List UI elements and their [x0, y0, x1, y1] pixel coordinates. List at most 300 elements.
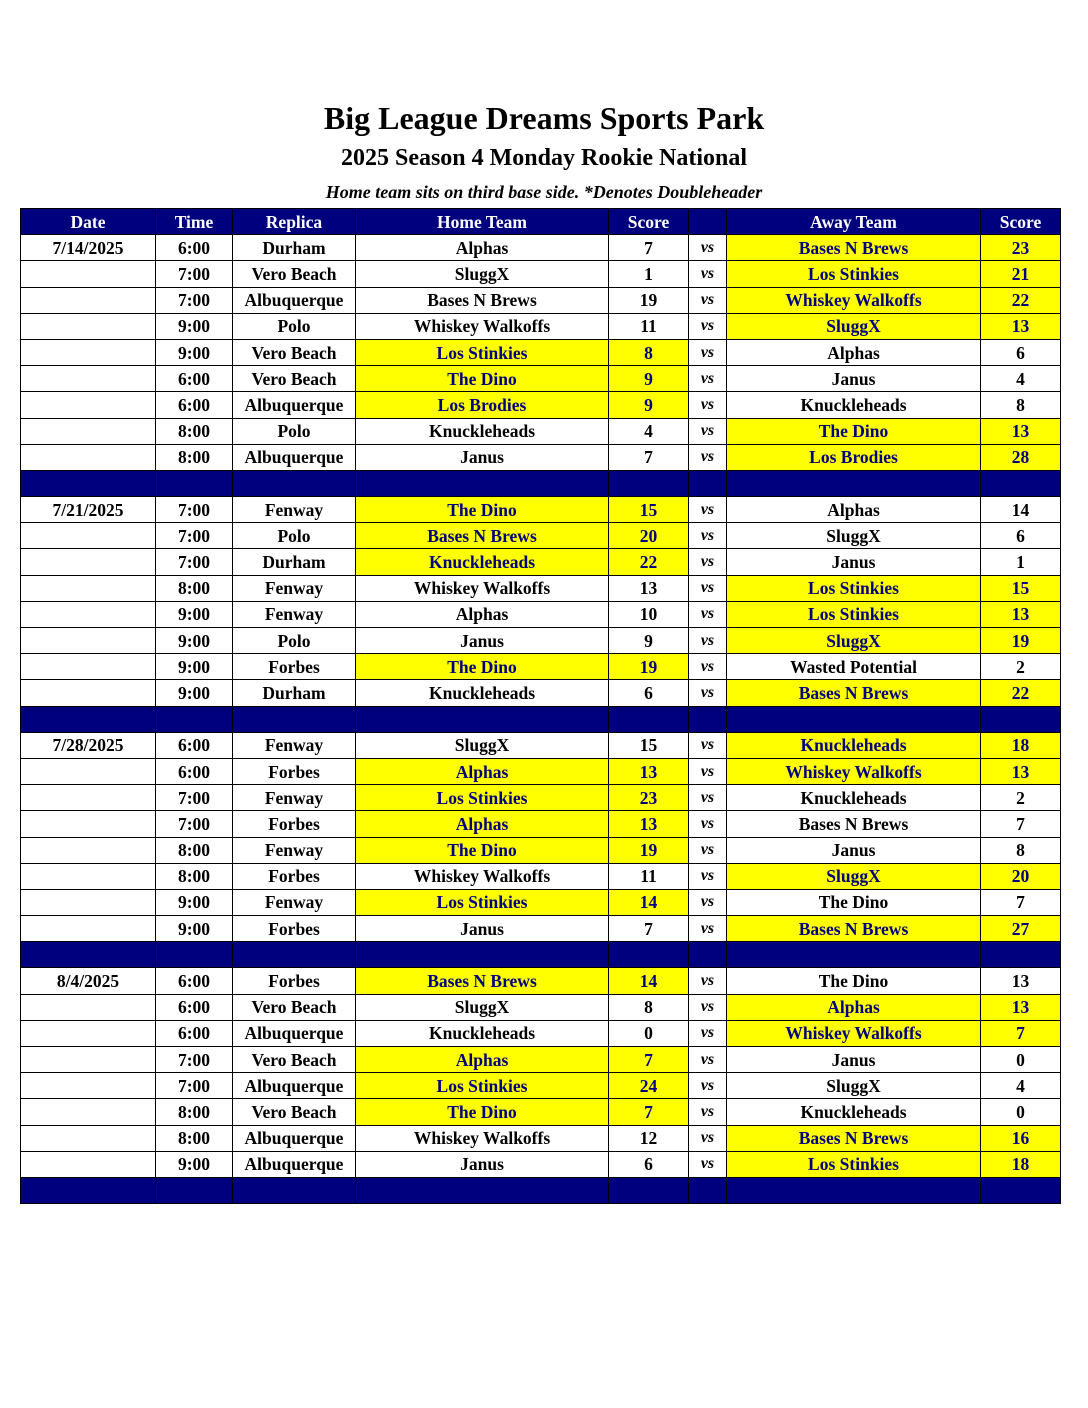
home-score-cell: 19 [609, 837, 689, 863]
away-team-cell: The Dino [727, 418, 981, 444]
replica-cell: Forbes [233, 811, 356, 837]
time-cell: 9:00 [156, 1151, 233, 1177]
date-cell [21, 392, 156, 418]
away-team-cell: Whiskey Walkoffs [727, 287, 981, 313]
replica-cell: Albuquerque [233, 392, 356, 418]
home-score-cell: 13 [609, 575, 689, 601]
away-score-cell: 15 [981, 575, 1061, 601]
home-team-cell: Janus [356, 1151, 609, 1177]
replica-cell: Albuquerque [233, 1020, 356, 1046]
away-team-cell: Alphas [727, 339, 981, 365]
home-score-cell: 1 [609, 261, 689, 287]
away-team-cell: Wasted Potential [727, 654, 981, 680]
home-team-cell: Knuckleheads [356, 1020, 609, 1046]
away-score-cell: 0 [981, 1047, 1061, 1073]
home-score-cell: 23 [609, 785, 689, 811]
date-cell [21, 1151, 156, 1177]
replica-cell: Fenway [233, 575, 356, 601]
header-away-team: Away Team [727, 209, 981, 235]
date-cell [21, 863, 156, 889]
home-score-cell: 19 [609, 654, 689, 680]
date-cell [21, 994, 156, 1020]
away-team-cell: The Dino [727, 889, 981, 915]
time-cell: 7:00 [156, 811, 233, 837]
vs-cell: vs [689, 261, 727, 287]
replica-cell: Durham [233, 549, 356, 575]
time-cell: 8:00 [156, 863, 233, 889]
vs-cell: vs [689, 392, 727, 418]
replica-cell: Forbes [233, 863, 356, 889]
replica-cell: Forbes [233, 968, 356, 994]
time-cell: 6:00 [156, 392, 233, 418]
away-score-cell: 7 [981, 811, 1061, 837]
home-score-cell: 7 [609, 1099, 689, 1125]
home-score-cell: 13 [609, 811, 689, 837]
away-team-cell: Whiskey Walkoffs [727, 758, 981, 784]
date-cell [21, 575, 156, 601]
replica-cell: Albuquerque [233, 287, 356, 313]
date-cell [21, 1099, 156, 1125]
table-row [21, 680, 1061, 706]
home-team-cell: Los Brodies [356, 392, 609, 418]
separator-cell [609, 706, 689, 732]
time-cell: 9:00 [156, 339, 233, 365]
date-cell [21, 680, 156, 706]
replica-cell: Vero Beach [233, 366, 356, 392]
away-score-cell: 19 [981, 628, 1061, 654]
away-score-cell: 18 [981, 1151, 1061, 1177]
separator-cell [981, 470, 1061, 496]
away-score-cell: 16 [981, 1125, 1061, 1151]
vs-cell: vs [689, 1020, 727, 1046]
time-cell: 8:00 [156, 575, 233, 601]
vs-cell: vs [689, 601, 727, 627]
home-score-cell: 8 [609, 994, 689, 1020]
away-score-cell: 21 [981, 261, 1061, 287]
home-team-cell: Whiskey Walkoffs [356, 863, 609, 889]
separator-cell [981, 1177, 1061, 1203]
week-separator-row [21, 942, 1061, 968]
separator-cell [689, 470, 727, 496]
home-score-cell: 11 [609, 863, 689, 889]
header-vs [689, 209, 727, 235]
replica-cell: Polo [233, 523, 356, 549]
time-cell: 7:00 [156, 287, 233, 313]
table-row [21, 523, 1061, 549]
home-score-cell: 15 [609, 732, 689, 758]
table-row [21, 863, 1061, 889]
table-row [21, 444, 1061, 470]
away-score-cell: 13 [981, 758, 1061, 784]
header-row [21, 209, 1061, 235]
header-replica: Replica [233, 209, 356, 235]
date-cell: 7/28/2025 [21, 732, 156, 758]
away-team-cell: Whiskey Walkoffs [727, 1020, 981, 1046]
home-team-cell: Los Stinkies [356, 339, 609, 365]
separator-cell [981, 706, 1061, 732]
home-team-cell: SluggX [356, 261, 609, 287]
replica-cell: Albuquerque [233, 1073, 356, 1099]
table-row [21, 366, 1061, 392]
date-cell [21, 523, 156, 549]
replica-cell: Vero Beach [233, 994, 356, 1020]
away-team-cell: SluggX [727, 1073, 981, 1099]
date-cell [21, 916, 156, 942]
date-cell [21, 758, 156, 784]
home-score-cell: 14 [609, 968, 689, 994]
table-row [21, 287, 1061, 313]
header-away-score: Score [981, 209, 1061, 235]
time-cell: 9:00 [156, 601, 233, 627]
table-row [21, 1125, 1061, 1151]
vs-cell: vs [689, 758, 727, 784]
away-team-cell: Bases N Brews [727, 1125, 981, 1151]
home-score-cell: 9 [609, 392, 689, 418]
table-row [21, 235, 1061, 261]
away-score-cell: 7 [981, 1020, 1061, 1046]
away-score-cell: 8 [981, 837, 1061, 863]
schedule-table [20, 208, 1061, 1204]
date-cell [21, 366, 156, 392]
time-cell: 8:00 [156, 837, 233, 863]
vs-cell: vs [689, 418, 727, 444]
away-score-cell: 22 [981, 680, 1061, 706]
separator-cell [356, 1177, 609, 1203]
home-team-cell: Alphas [356, 758, 609, 784]
time-cell: 7:00 [156, 549, 233, 575]
vs-cell: vs [689, 680, 727, 706]
table-row [21, 1099, 1061, 1125]
away-team-cell: SluggX [727, 628, 981, 654]
away-team-cell: The Dino [727, 968, 981, 994]
home-score-cell: 24 [609, 1073, 689, 1099]
away-score-cell: 6 [981, 339, 1061, 365]
away-team-cell: SluggX [727, 313, 981, 339]
replica-cell: Polo [233, 418, 356, 444]
page-subtitle: 2025 Season 4 Monday Rookie National [340, 145, 748, 171]
replica-cell: Durham [233, 235, 356, 261]
home-team-cell: The Dino [356, 366, 609, 392]
time-cell: 7:00 [156, 785, 233, 811]
vs-cell: vs [689, 811, 727, 837]
separator-cell [356, 470, 609, 496]
replica-cell: Polo [233, 628, 356, 654]
vs-cell: vs [689, 968, 727, 994]
away-team-cell: Janus [727, 366, 981, 392]
header-date: Date [21, 209, 156, 235]
separator-cell [727, 706, 981, 732]
time-cell: 6:00 [156, 1020, 233, 1046]
away-team-cell: Knuckleheads [727, 392, 981, 418]
home-score-cell: 12 [609, 1125, 689, 1151]
replica-cell: Forbes [233, 916, 356, 942]
date-cell [21, 287, 156, 313]
table-row [21, 994, 1061, 1020]
away-score-cell: 6 [981, 523, 1061, 549]
separator-cell [727, 470, 981, 496]
away-score-cell: 2 [981, 785, 1061, 811]
home-score-cell: 9 [609, 366, 689, 392]
home-team-cell: The Dino [356, 497, 609, 523]
replica-cell: Forbes [233, 758, 356, 784]
home-team-cell: The Dino [356, 1099, 609, 1125]
home-score-cell: 11 [609, 313, 689, 339]
separator-cell [233, 706, 356, 732]
table-row [21, 601, 1061, 627]
date-cell [21, 628, 156, 654]
replica-cell: Albuquerque [233, 444, 356, 470]
table-row [21, 1073, 1061, 1099]
home-score-cell: 8 [609, 339, 689, 365]
schedule-body [21, 235, 1061, 1204]
replica-cell: Forbes [233, 654, 356, 680]
home-score-cell: 22 [609, 549, 689, 575]
header-home-team: Home Team [356, 209, 609, 235]
home-score-cell: 14 [609, 889, 689, 915]
home-score-cell: 6 [609, 680, 689, 706]
time-cell: 6:00 [156, 235, 233, 261]
separator-cell [233, 470, 356, 496]
separator-cell [609, 942, 689, 968]
replica-cell: Albuquerque [233, 1151, 356, 1177]
date-cell [21, 654, 156, 680]
header-time: Time [156, 209, 233, 235]
away-score-cell: 13 [981, 418, 1061, 444]
replica-cell: Vero Beach [233, 1047, 356, 1073]
home-score-cell: 7 [609, 1047, 689, 1073]
date-cell [21, 549, 156, 575]
home-team-cell: Alphas [356, 1047, 609, 1073]
week-separator-row [21, 706, 1061, 732]
table-row [21, 1151, 1061, 1177]
vs-cell: vs [689, 1073, 727, 1099]
home-team-cell: Alphas [356, 811, 609, 837]
away-team-cell: Los Brodies [727, 444, 981, 470]
date-cell [21, 261, 156, 287]
time-cell: 6:00 [156, 732, 233, 758]
away-team-cell: Knuckleheads [727, 785, 981, 811]
table-row [21, 758, 1061, 784]
replica-cell: Vero Beach [233, 261, 356, 287]
vs-cell: vs [689, 497, 727, 523]
away-score-cell: 8 [981, 392, 1061, 418]
away-team-cell: Janus [727, 837, 981, 863]
vs-cell: vs [689, 444, 727, 470]
date-cell [21, 444, 156, 470]
vs-cell: vs [689, 1151, 727, 1177]
home-score-cell: 9 [609, 628, 689, 654]
home-team-cell: Whiskey Walkoffs [356, 575, 609, 601]
home-score-cell: 0 [609, 1020, 689, 1046]
home-score-cell: 20 [609, 523, 689, 549]
time-cell: 9:00 [156, 680, 233, 706]
vs-cell: vs [689, 575, 727, 601]
vs-cell: vs [689, 863, 727, 889]
away-score-cell: 13 [981, 601, 1061, 627]
table-row [21, 339, 1061, 365]
table-row [21, 732, 1061, 758]
away-team-cell: SluggX [727, 863, 981, 889]
time-cell: 6:00 [156, 968, 233, 994]
time-cell: 7:00 [156, 523, 233, 549]
time-cell: 7:00 [156, 497, 233, 523]
home-score-cell: 7 [609, 444, 689, 470]
away-score-cell: 14 [981, 497, 1061, 523]
replica-cell: Polo [233, 313, 356, 339]
table-row [21, 916, 1061, 942]
separator-cell [233, 1177, 356, 1203]
vs-cell: vs [689, 785, 727, 811]
away-score-cell: 7 [981, 889, 1061, 915]
vs-cell: vs [689, 1047, 727, 1073]
vs-cell: vs [689, 994, 727, 1020]
vs-cell: vs [689, 628, 727, 654]
separator-cell [21, 706, 156, 732]
date-cell [21, 889, 156, 915]
home-team-cell: Bases N Brews [356, 968, 609, 994]
replica-cell: Fenway [233, 785, 356, 811]
away-score-cell: 20 [981, 863, 1061, 889]
vs-cell: vs [689, 235, 727, 261]
separator-cell [689, 942, 727, 968]
away-team-cell: Knuckleheads [727, 732, 981, 758]
away-score-cell: 13 [981, 994, 1061, 1020]
table-row [21, 811, 1061, 837]
away-team-cell: Bases N Brews [727, 235, 981, 261]
separator-cell [727, 942, 981, 968]
vs-cell: vs [689, 916, 727, 942]
vs-cell: vs [689, 549, 727, 575]
home-score-cell: 7 [609, 235, 689, 261]
away-team-cell: Knuckleheads [727, 1099, 981, 1125]
away-score-cell: 18 [981, 732, 1061, 758]
vs-cell: vs [689, 339, 727, 365]
time-cell: 6:00 [156, 758, 233, 784]
home-team-cell: The Dino [356, 837, 609, 863]
away-score-cell: 0 [981, 1099, 1061, 1125]
separator-cell [156, 470, 233, 496]
away-team-cell: Alphas [727, 497, 981, 523]
away-score-cell: 28 [981, 444, 1061, 470]
time-cell: 7:00 [156, 1073, 233, 1099]
home-team-cell: Knuckleheads [356, 680, 609, 706]
separator-cell [21, 942, 156, 968]
time-cell: 7:00 [156, 261, 233, 287]
vs-cell: vs [689, 1125, 727, 1151]
separator-cell [727, 1177, 981, 1203]
date-cell [21, 418, 156, 444]
away-score-cell: 27 [981, 916, 1061, 942]
date-cell: 8/4/2025 [21, 968, 156, 994]
date-cell [21, 837, 156, 863]
away-score-cell: 22 [981, 287, 1061, 313]
table-row [21, 418, 1061, 444]
separator-cell [609, 1177, 689, 1203]
separator-cell [156, 1177, 233, 1203]
table-row [21, 889, 1061, 915]
separator-cell [689, 1177, 727, 1203]
vs-cell: vs [689, 287, 727, 313]
separator-cell [689, 706, 727, 732]
table-row [21, 392, 1061, 418]
away-team-cell: Los Stinkies [727, 601, 981, 627]
separator-cell [21, 470, 156, 496]
vs-cell: vs [689, 523, 727, 549]
separator-cell [356, 942, 609, 968]
home-score-cell: 19 [609, 287, 689, 313]
away-team-cell: Los Stinkies [727, 1151, 981, 1177]
separator-cell [233, 942, 356, 968]
table-row [21, 968, 1061, 994]
page-note: Home team sits on third base side. *Denotes Doubleheader [325, 182, 763, 202]
header-home-score: Score [609, 209, 689, 235]
vs-cell: vs [689, 732, 727, 758]
table-row [21, 1020, 1061, 1046]
away-team-cell: Los Stinkies [727, 575, 981, 601]
home-team-cell: Los Stinkies [356, 785, 609, 811]
home-team-cell: Alphas [356, 601, 609, 627]
time-cell: 9:00 [156, 889, 233, 915]
away-team-cell: Janus [727, 549, 981, 575]
away-team-cell: Bases N Brews [727, 680, 981, 706]
away-score-cell: 23 [981, 235, 1061, 261]
page-title: Big League Dreams Sports Park [323, 100, 765, 136]
away-score-cell: 13 [981, 313, 1061, 339]
date-cell [21, 339, 156, 365]
time-cell: 9:00 [156, 654, 233, 680]
week-separator-row [21, 470, 1061, 496]
home-team-cell: Janus [356, 916, 609, 942]
separator-cell [356, 706, 609, 732]
home-score-cell: 10 [609, 601, 689, 627]
week-separator-row [21, 1177, 1061, 1203]
home-score-cell: 13 [609, 758, 689, 784]
separator-cell [21, 1177, 156, 1203]
away-team-cell: Janus [727, 1047, 981, 1073]
table-row [21, 549, 1061, 575]
date-cell [21, 313, 156, 339]
separator-cell [156, 706, 233, 732]
separator-cell [981, 942, 1061, 968]
replica-cell: Fenway [233, 837, 356, 863]
home-team-cell: Janus [356, 444, 609, 470]
time-cell: 8:00 [156, 418, 233, 444]
separator-cell [156, 942, 233, 968]
vs-cell: vs [689, 366, 727, 392]
table-row [21, 575, 1061, 601]
replica-cell: Fenway [233, 497, 356, 523]
home-team-cell: Bases N Brews [356, 523, 609, 549]
home-team-cell: Alphas [356, 235, 609, 261]
time-cell: 8:00 [156, 1125, 233, 1151]
home-team-cell: Whiskey Walkoffs [356, 313, 609, 339]
away-team-cell: Alphas [727, 994, 981, 1020]
date-cell [21, 785, 156, 811]
table-row [21, 1047, 1061, 1073]
date-cell [21, 1020, 156, 1046]
time-cell: 9:00 [156, 628, 233, 654]
home-team-cell: Janus [356, 628, 609, 654]
date-cell [21, 1125, 156, 1151]
date-cell: 7/14/2025 [21, 235, 156, 261]
table-row [21, 497, 1061, 523]
away-score-cell: 2 [981, 654, 1061, 680]
table-row [21, 313, 1061, 339]
table-row [21, 261, 1061, 287]
date-cell [21, 601, 156, 627]
home-team-cell: Knuckleheads [356, 418, 609, 444]
away-score-cell: 1 [981, 549, 1061, 575]
